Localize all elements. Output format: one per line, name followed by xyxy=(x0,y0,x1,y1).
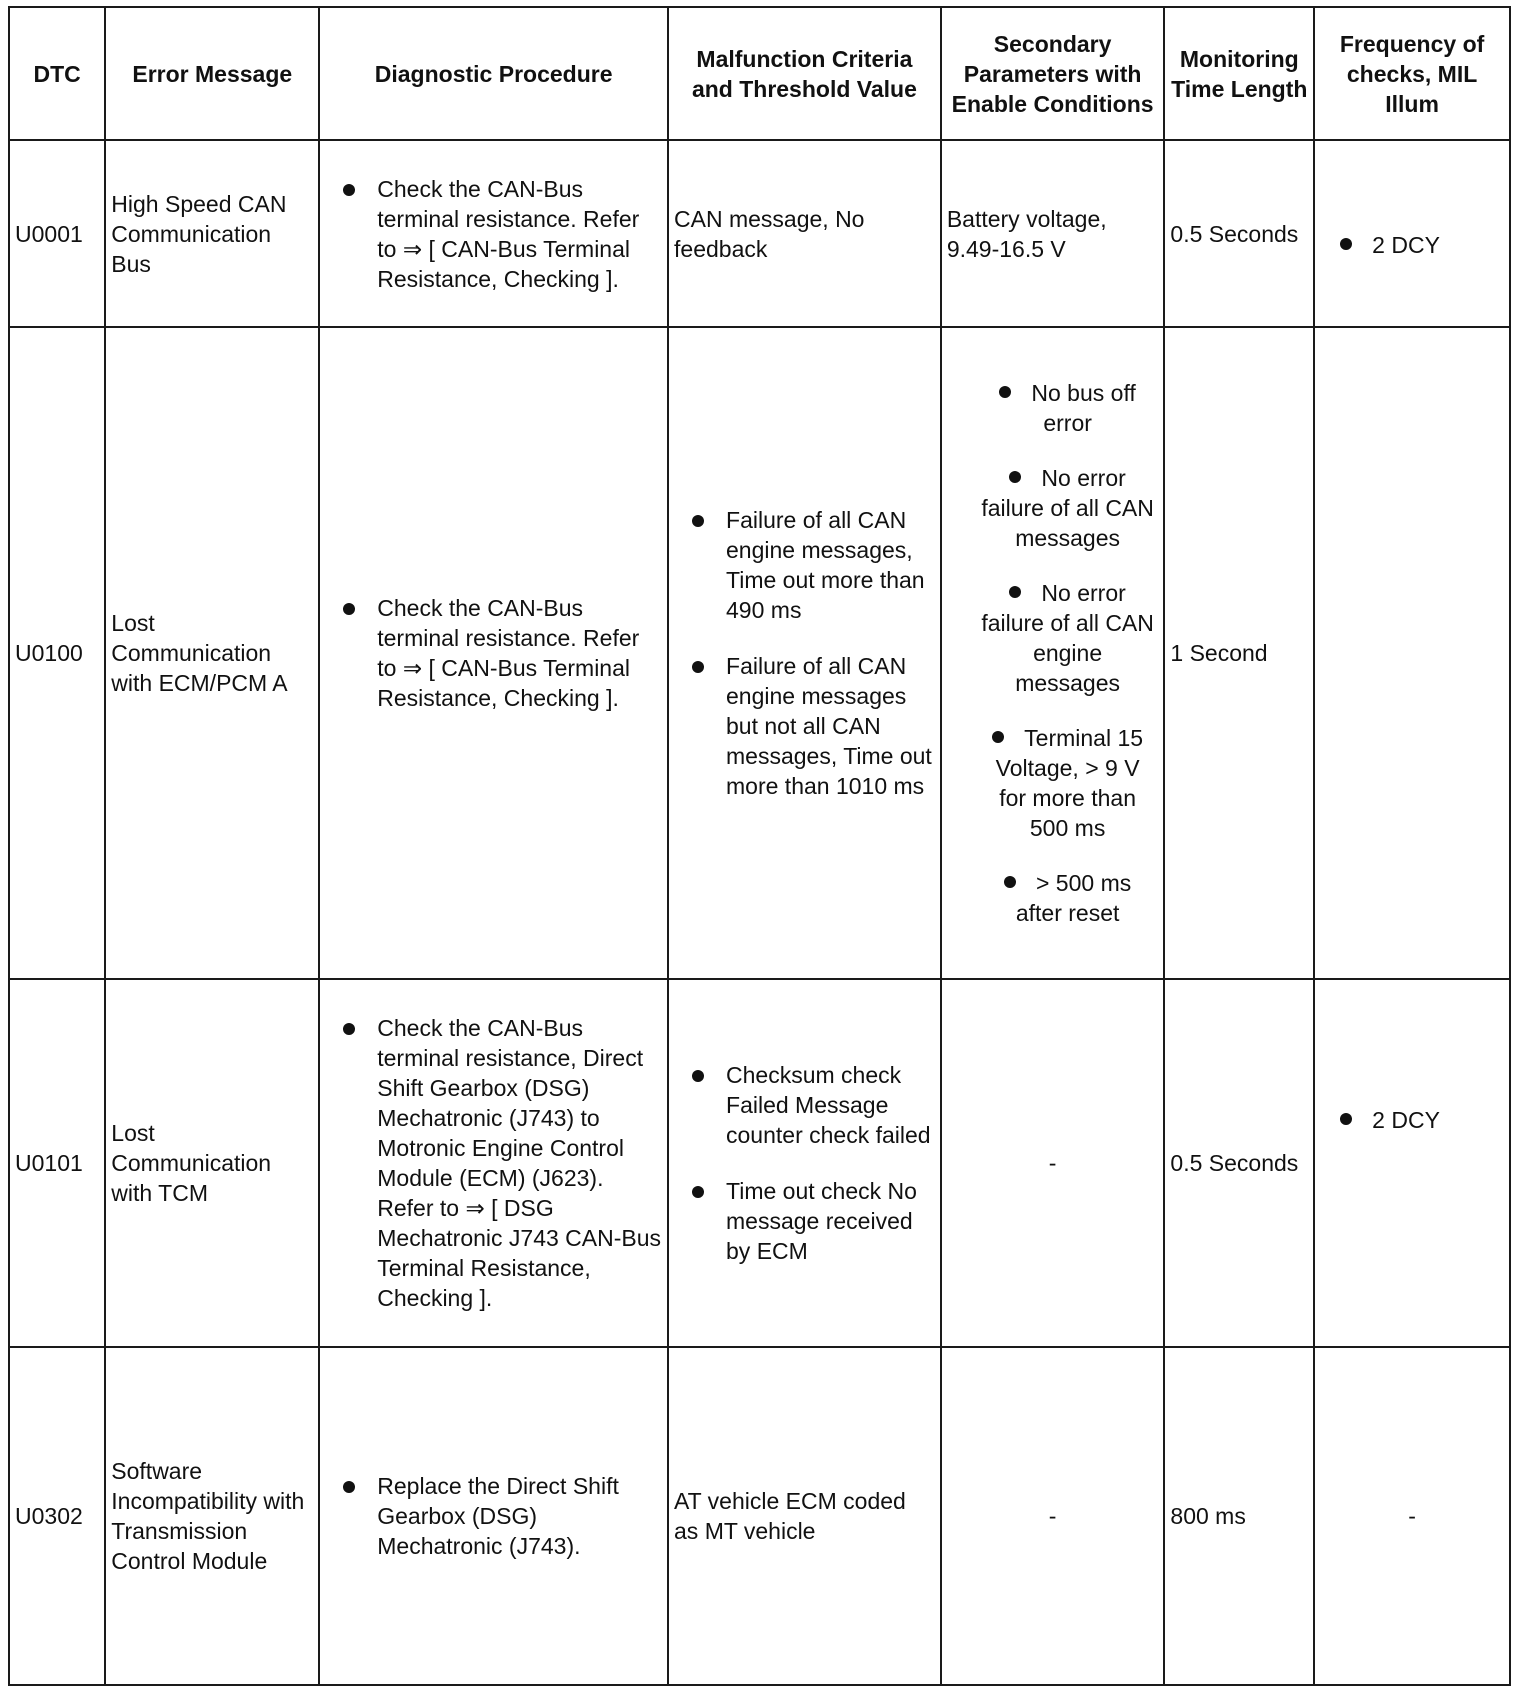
secondary-parameters: - xyxy=(941,1347,1165,1685)
header-monitoring-time: Monitoring Time Length xyxy=(1164,7,1314,140)
monitoring-time: 0.5 Seconds xyxy=(1164,979,1314,1347)
bullet-icon xyxy=(992,731,1004,743)
dtc-table xyxy=(8,6,1511,1686)
procedure-item: Check the CAN-Bus terminal resistance. Refer to ⇒ [ CAN-Bus Terminal Resistance, Checking ]. xyxy=(325,174,662,294)
table-row xyxy=(9,140,1510,327)
secondary-parameters: - xyxy=(941,979,1165,1347)
malfunction-criteria xyxy=(668,979,941,1347)
frequency-value: 2 DCY xyxy=(1372,231,1440,258)
frequency-mil xyxy=(1314,327,1510,979)
secondary-item: > 500 ms after reset xyxy=(947,868,1159,928)
error-message: Software Incompatibility with Transmission Control Module xyxy=(105,1347,319,1685)
header-error-message: Error Message xyxy=(105,7,319,140)
dtc-code: U0101 xyxy=(9,979,105,1347)
bullet-icon xyxy=(1009,586,1021,598)
header-malfunction-criteria: Malfunction Criteria and Threshold Value xyxy=(668,7,941,140)
header-secondary-parameters: Secondary Parameters with Enable Conditions xyxy=(941,7,1165,140)
diagnostic-procedure xyxy=(319,1347,668,1685)
monitoring-time: 0.5 Seconds xyxy=(1164,140,1314,327)
malfunction-criteria xyxy=(668,327,941,979)
bullet-icon xyxy=(1340,238,1352,250)
frequency-mil xyxy=(1314,979,1510,1347)
monitoring-time: 800 ms xyxy=(1164,1347,1314,1685)
bullet-icon xyxy=(1009,471,1021,483)
error-message: Lost Communication with TCM xyxy=(105,979,319,1347)
header-diagnostic-procedure: Diagnostic Procedure xyxy=(319,7,668,140)
table-row xyxy=(9,327,1510,979)
malfunction-criteria: AT vehicle ECM coded as MT vehicle xyxy=(668,1347,941,1685)
bullet-icon xyxy=(1004,876,1016,888)
criteria-item: Time out check No message received by ECM xyxy=(674,1176,935,1266)
diagnostic-procedure xyxy=(319,979,668,1347)
table-header-row xyxy=(9,7,1510,140)
table-row xyxy=(9,1347,1510,1685)
dtc-code: U0100 xyxy=(9,327,105,979)
diagnostic-procedure xyxy=(319,327,668,979)
monitoring-time: 1 Second xyxy=(1164,327,1314,979)
procedure-item: Check the CAN-Bus terminal resistance, Direct Shift Gearbox (DSG) Mechatronic (J743) to Motronic Engine Control Module (ECM) (J623). Refer to ⇒ [ DSG Mechatronic J743 CAN-Bus Terminal Resistance, Checking ]. xyxy=(325,1013,662,1313)
bullet-icon xyxy=(999,386,1011,398)
secondary-item: No error failure of all CAN engine messages xyxy=(981,580,1154,696)
frequency-value: 2 DCY xyxy=(1372,1107,1440,1133)
criteria-item: Failure of all CAN engine messages, Time out more than 490 ms xyxy=(674,505,935,625)
header-frequency-mil: Frequency of checks, MIL Illum xyxy=(1314,7,1510,140)
secondary-item: No bus off error xyxy=(947,378,1159,438)
criteria-item: Checksum check Failed Message counter check failed xyxy=(674,1060,935,1150)
secondary-parameters: Battery voltage, 9.49-16.5 V xyxy=(941,140,1165,327)
error-message: Lost Communication with ECM/PCM A xyxy=(105,327,319,979)
bullet-icon xyxy=(1340,1113,1352,1125)
header-dtc: DTC xyxy=(9,7,105,140)
diagnostic-procedure xyxy=(319,140,668,327)
frequency-mil: - xyxy=(1314,1347,1510,1685)
malfunction-criteria: CAN message, No feedback xyxy=(668,140,941,327)
criteria-item: Failure of all CAN engine messages but not all CAN messages, Time out more than 1010 ms xyxy=(674,651,935,801)
frequency-mil xyxy=(1314,140,1510,327)
secondary-item: Terminal 15 Voltage, > 9 V for more than 500 ms xyxy=(947,723,1159,843)
secondary-parameters xyxy=(941,327,1165,979)
dtc-code: U0302 xyxy=(9,1347,105,1685)
dtc-code: U0001 xyxy=(9,140,105,327)
table-row xyxy=(9,979,1510,1347)
dtc-table-sheet xyxy=(8,6,1511,1686)
error-message: High Speed CAN Communication Bus xyxy=(105,140,319,327)
procedure-item: Check the CAN-Bus terminal resistance. Refer to ⇒ [ CAN-Bus Terminal Resistance, Checking ]. xyxy=(325,593,662,713)
procedure-item: Replace the Direct Shift Gearbox (DSG) Mechatronic (J743). xyxy=(325,1471,662,1561)
secondary-item: No error failure of all CAN messages xyxy=(981,465,1154,551)
